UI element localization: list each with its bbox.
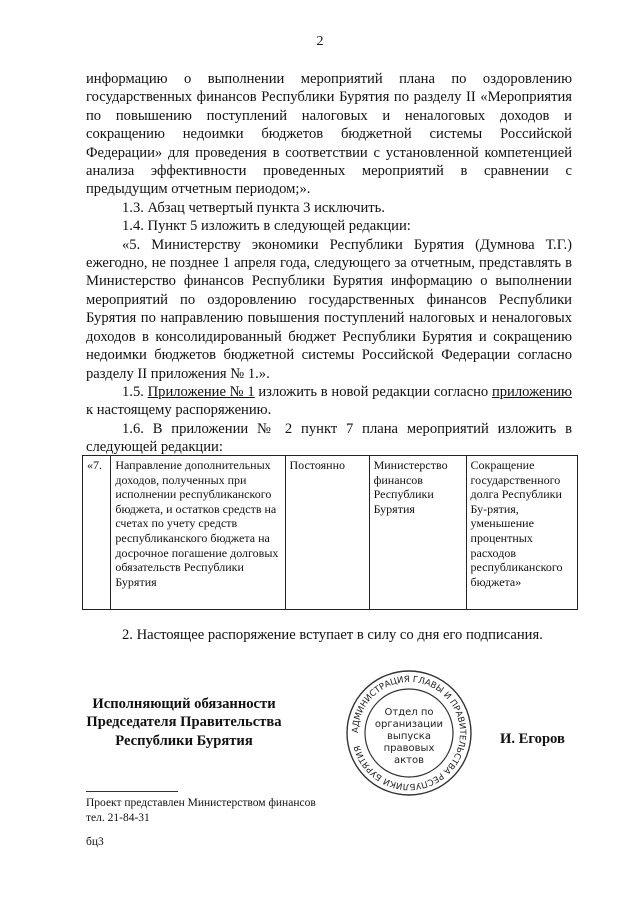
paragraph-1-4: 1.4. Пункт 5 изложить в следующей редакции: (122, 218, 411, 235)
cell-number: «7. (83, 456, 111, 610)
appendix-1-link[interactable]: Приложение № 1 (147, 383, 255, 400)
cell-executor: Министерство финансов Республики Бурятия (369, 456, 466, 610)
plan-table (82, 455, 578, 610)
page-number: 2 (316, 34, 324, 49)
paragraph-quoted-5: «5. Министерству экономики Республики Бурятия (Думнова Т.Г.) ежегодно, не позднее 1 апреля года, следующего за отчетным, представлять в Министерство финансов Республики Бурятия информацию о выполнении мероприятий по оздоровлению государственных финансов Республики Бурятия по направлению повышения поступлений налоговых и неналоговых доходов в консолидированный бюджет Республики Бурятия и сокращению недоимки бюджетов бюджетной системы Российской Федерации согласно разделу II приложения № 1.». (86, 236, 572, 382)
p15-suffix: к настоящему распоряжению. (86, 402, 272, 419)
signatory-name: И. Егоров (500, 731, 565, 747)
footer-phone: тел. 21-84-31 (86, 812, 150, 824)
table-row (83, 456, 578, 610)
paragraph-continuation: информацию о выполнении мероприятий плана по оздоровлению государственных финансов Республики Бурятия по разделу II «Мероприятия по повышению поступлений налоговых и неналоговых доходов и сокращению недоимки бюджетов бюджетной системы Российской Федерации» для проведения в соответствии с установленной компетенцией анализа эффективности проведенных мероприятий в сравнении с предыдущим отчетным периодом;». (86, 71, 572, 198)
p15-prefix: 1.5. (122, 383, 144, 400)
footer-divider (86, 791, 178, 792)
signatory-title-line: Исполняющий обязанности (92, 696, 276, 712)
stamp-center-line: Отдел по (384, 707, 434, 718)
cell-result: Сокращение государственного долга Республики Бу-рятия, уменьшение процентных расходов республиканского бюджета» (466, 456, 577, 610)
signatory-title (86, 695, 282, 750)
stamp-center-line: актов (393, 755, 425, 766)
paragraph-1-6: 1.6. В приложении № 2 пункт 7 плана мероприятий изложить в следующей редакции: (86, 420, 572, 456)
cell-action: Направление дополнительных доходов, полученных при исполнении республиканского бюджета, и остатков средств на счетах по учету средств республиканского бюджета на досрочное погашение долговых обязательств Республики Бурятия (111, 456, 285, 610)
cell-period: Постоянно (285, 456, 369, 610)
document-body (86, 70, 572, 457)
stamp-center-line: выпуска (387, 731, 431, 742)
footer-note (86, 796, 316, 826)
p15-middle: изложить в новой редакции согласно (258, 383, 489, 400)
document-code: бц3 (86, 836, 104, 848)
stamp-center-line: правовых (383, 743, 435, 754)
final-clause: 2. Настоящее распоряжение вступает в силу со дня его подписания. (122, 627, 543, 643)
signatory-title-line: Председателя Правительства (86, 714, 282, 731)
official-stamp (344, 668, 474, 798)
stamp-ring-text: АДМИНИСТРАЦИЯ ГЛАВЫ И ПРАВИТЕЛЬСТВА РЕСПУБЛИКИ БУРЯТИЯ (350, 674, 468, 792)
paragraph-1-5 (86, 383, 572, 420)
appendix-link[interactable]: приложению (491, 383, 572, 400)
signatory-title-line: Республики Бурятия (115, 732, 253, 749)
stamp-center-line: организации (374, 719, 444, 730)
paragraph-1-3: 1.3. Абзац четвертый пункта 3 исключить. (122, 199, 385, 216)
footer-line: Проект представлен Министерством финансов (86, 797, 316, 809)
